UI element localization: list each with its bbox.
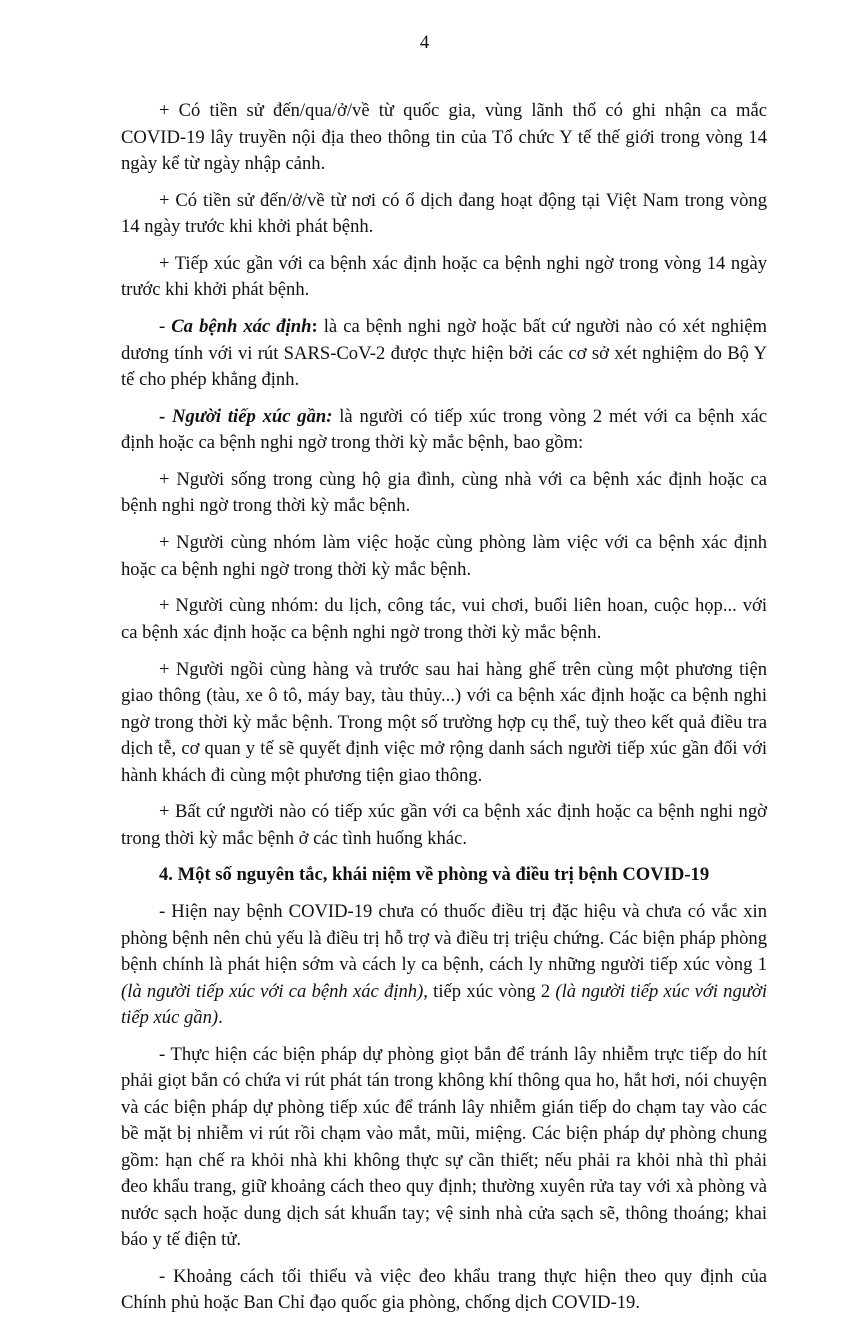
- paragraph-contact-group: + Người cùng nhóm: du lịch, công tác, vui chơi, buổi liên hoan, cuộc họp... với ca bệnh xác định hoặc ca bệnh nghi ngờ trong thời kỳ mắc bệnh.: [121, 595, 767, 643]
- definition-text: là ca bệnh nghi ngờ hoặc bất cứ người nào có xét nghiệm dương tính với vi rút SARS-CoV-2 được thực hiện bởi các cơ sở xét nghiệm do Bộ Y tế cho phép khẳng định.: [121, 316, 767, 391]
- page-number: 4: [419, 32, 430, 53]
- paragraph-contact-other: + Bất cứ người nào có tiếp xúc gần với ca bệnh xác định hoặc ca bệnh nghi ngờ trong thời kỳ mắc bệnh ở các tình huống khác.: [121, 801, 767, 849]
- paragraph-travel-history-international: + Có tiền sử đến/qua/ở/về từ quốc gia, vùng lãnh thổ có ghi nhận ca mắc COVID-19 lây truyền nội địa theo thông tin của Tổ chức Y tế thế giới trong vòng 14 ngày kể từ ngày nhập cảnh.: [121, 100, 767, 174]
- principles-italic-1: (là người tiếp xúc với ca bệnh xác định): [121, 980, 424, 1002]
- dash-prefix: -: [159, 405, 173, 427]
- definition-text: là người có tiếp xúc trong vòng 2 mét với ca bệnh xác định hoặc ca bệnh nghi ngờ trong thời kỳ mắc bệnh, bao gồm:: [121, 405, 767, 454]
- paragraph-contact-transport: + Người ngồi cùng hàng và trước sau hai hàng ghế trên cùng một phương tiện giao thông (tàu, xe ô tô, máy bay, tàu thủy...) với ca bệnh xác định hoặc ca bệnh nghi ngờ trong thời kỳ mắc bệnh. Trong một số trường hợp cụ thể, tuỳ theo kết quả điều tra dịch tễ, cơ quan y tế sẽ quyết định việc mở rộng danh sách người tiếp xúc gần đối với hành khách đi cùng một phương tiện giao thông.: [121, 658, 767, 786]
- term-close-contact: Người tiếp xúc gần:: [172, 405, 333, 427]
- principles-text-2: , tiếp xúc vòng 2: [423, 980, 556, 1002]
- paragraph-close-contact-definition: [121, 404, 767, 457]
- principles-text-3: .: [218, 1007, 223, 1029]
- paragraph-contact-household: + Người sống trong cùng hộ gia đình, cùng nhà với ca bệnh xác định hoặc ca bệnh nghi ngờ trong thời kỳ mắc bệnh.: [121, 468, 767, 517]
- paragraph-treatment-principles: [121, 899, 767, 1032]
- dash-prefix: -: [159, 316, 172, 338]
- principles-italic-2: (là người tiếp xúc với người tiếp xúc gần): [121, 980, 767, 1029]
- term-colon: :: [311, 316, 318, 338]
- section-heading: 4. Một số nguyên tắc, khái niệm về phòng và điều trị bệnh COVID-19: [159, 864, 710, 886]
- paragraph-close-contact-history: + Tiếp xúc gần với ca bệnh xác định hoặc ca bệnh nghi ngờ trong vòng 14 ngày trước khi khởi phát bệnh.: [121, 252, 767, 301]
- paragraph-distance-mask-rules: - Khoảng cách tối thiểu và việc đeo khẩu trang thực hiện theo quy định của Chính phủ hoặc Ban Chỉ đạo quốc gia phòng, chống dịch COVID-19.: [121, 1265, 767, 1314]
- paragraph-prevention-measures: - Thực hiện các biện pháp dự phòng giọt bắn để tránh lây nhiễm trực tiếp do hít phải giọt bắn có chứa vi rút phát tán trong không khí thông qua ho, hắt hơi, nói chuyện và các biện pháp dự phòng tiếp xúc để tránh lây nhiễm gián tiếp do chạm tay vào các bề mặt bị nhiễm vi rút rồi chạm vào mắt, mũi, miệng. Các biện pháp dự phòng chung gồm: hạn chế ra khỏi nhà khi không thực sự cần thiết; nếu phải ra khỏi nhà thì phải đeo khẩu trang, giữ khoảng cách theo quy định; thường xuyên rửa tay với xà phòng và nước sạch hoặc dung dịch sát khuẩn tay; vệ sinh nhà cửa sạch sẽ, thông thoáng; khai báo y tế điện tử.: [121, 1043, 767, 1251]
- paragraph-confirmed-case-definition: [121, 314, 767, 394]
- paragraph-travel-history-domestic: + Có tiền sử đến/ở/về từ nơi có ổ dịch đang hoạt động tại Việt Nam trong vòng 14 ngày trước khi khởi phát bệnh.: [121, 189, 767, 238]
- paragraph-contact-workplace: + Người cùng nhóm làm việc hoặc cùng phòng làm việc với ca bệnh xác định hoặc ca bệnh nghi ngờ trong thời kỳ mắc bệnh.: [121, 532, 767, 580]
- principles-text-1: - Hiện nay bệnh COVID-19 chưa có thuốc điều trị đặc hiệu và chưa có vắc xin phòng bệnh nên chủ yếu là điều trị hỗ trợ và điều trị triệu chứng. Các biện pháp phòng bệnh chính là phát hiện sớm và cách ly ca bệnh, cách ly những người tiếp xúc vòng 1: [121, 901, 767, 976]
- term-confirmed-case: Ca bệnh xác định: [171, 316, 312, 338]
- document-body: [121, 98, 767, 1327]
